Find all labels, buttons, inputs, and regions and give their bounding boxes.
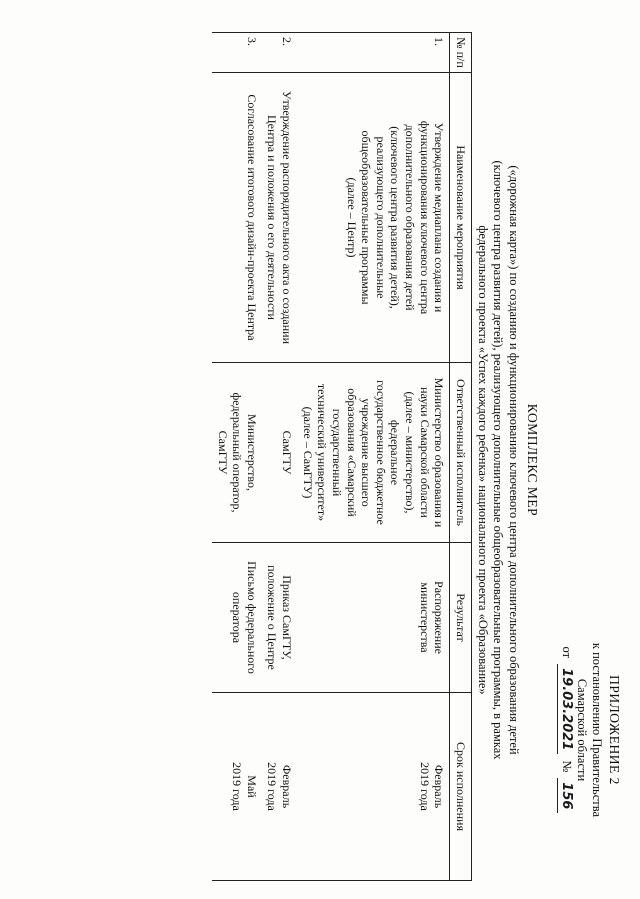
header-responsible: Ответственный исполнитель (450, 363, 472, 543)
row-3-num: 3. (212, 33, 262, 73)
row-2-num: 2. (262, 33, 297, 73)
row-1-name-line: Утверждение медиаплана создания и (432, 122, 447, 313)
row-2-responsible-line: СамГТУ (280, 430, 295, 475)
row-1-responsible-line: технический университет» (315, 383, 330, 522)
row-3-result (212, 543, 262, 693)
row-3-name (212, 73, 262, 363)
row-1-responsible (297, 363, 450, 543)
table-row (297, 33, 450, 881)
row-1-result (297, 543, 450, 693)
header-name: Наименование мероприятия (450, 73, 472, 363)
row-3-result-line: Письмо федерального (244, 561, 259, 674)
row-2-due (262, 693, 297, 881)
row-2-result (262, 543, 297, 693)
row-3-responsible-line: федеральный оператор, (230, 392, 245, 513)
heading-line-3: федерального проекта «Успех каждого ребенка» национального проекта «Образование» (475, 225, 490, 695)
row-1-name-line: дополнительного образования детей (403, 124, 418, 311)
row-2-name-line: Утверждение распорядительного акта о создании (280, 90, 295, 344)
number-prefix: № (559, 760, 574, 773)
handwritten-date: 19.03.2021 (557, 664, 574, 754)
row-1-responsible-line: образования «Самарский (344, 388, 359, 517)
appendix-block (557, 580, 622, 880)
row-2-result-line: положение о Центре (265, 565, 280, 670)
date-prefix: от (559, 646, 574, 659)
row-2-result-line: Приказ СамГТУ, (280, 575, 295, 660)
row-1-responsible-line: науки Самарской области (417, 387, 432, 518)
row-2-responsible (262, 363, 297, 543)
appendix-line-1: к постановлению Правительства (589, 642, 604, 818)
row-1-name-line: общеобразовательные программы (359, 130, 374, 305)
appendix-date-row (557, 580, 574, 880)
heading-line-1: («дорожная карта») по созданию и функционированию ключевого центра дополнительного образования детей (507, 165, 522, 755)
row-1-name-line: реализующего дополнительные (373, 136, 388, 299)
row-3-responsible-line: СамГТУ (215, 430, 230, 475)
row-1-num: 1. (297, 33, 450, 73)
row-1-due-line: Февраль (432, 764, 447, 809)
row-1-result-line: Распоряжение (432, 581, 447, 654)
row-1-name (297, 73, 450, 363)
heading-title: КОМПЛЕКС МЕР (525, 403, 540, 517)
header-due: Срок исполнения (450, 693, 472, 881)
row-1-responsible-line: федеральное (388, 419, 403, 486)
heading-line-2: (ключевого центра развития детей), реализующего дополнительные общеобразовательные программы, в рамках (491, 160, 506, 760)
row-1-responsible-line: учреждение высшего (359, 398, 374, 507)
row-3-due-line: Май (244, 775, 259, 798)
row-1-due-line: 2019 года (417, 762, 432, 811)
row-1-due (297, 693, 450, 881)
row-2-due-line: Февраль (280, 764, 295, 809)
document-heading (474, 160, 540, 760)
row-3-due-line: 2019 года (230, 762, 245, 811)
row-1-responsible-line: государственный (330, 408, 344, 497)
row-1-responsible-line: государственное бюджетное (373, 380, 388, 525)
row-1-name-line: (ключевого центра развития детей), (388, 126, 403, 309)
row-1-name-line: (далее – Центр) (344, 177, 359, 258)
row-2-name-line: Центра и положения о его деятельности (265, 115, 280, 320)
handwritten-number: 156 (557, 778, 574, 813)
appendix-line-2: Самарской области (574, 678, 589, 782)
row-1-responsible-line: (далее – СамГТУ) (300, 406, 315, 499)
header-result: Результат (450, 543, 472, 693)
measures-table (212, 32, 472, 881)
table-row (212, 33, 262, 881)
appendix-title: ПРИЛОЖЕНИЕ 2 (607, 675, 622, 785)
row-3-name-line: Согласование итогового дизайн-проекта Центра (244, 94, 259, 341)
header-num: № п/п (450, 33, 472, 73)
row-3-result-line: оператора (230, 591, 245, 644)
row-1-responsible-line: (далее – министерство), (403, 391, 418, 514)
row-2-name (262, 73, 297, 363)
table-header-row (450, 33, 472, 881)
row-1-result-line: министерства (417, 582, 432, 653)
row-1-responsible-line: Министерство образования и (432, 377, 447, 528)
row-1-name-line: функционирования ключевого центра (417, 120, 432, 315)
row-3-responsible (212, 363, 262, 543)
table-row (262, 33, 297, 881)
row-3-due (212, 693, 262, 881)
row-3-responsible-line: Министерство, (244, 414, 259, 491)
row-2-due-line: 2019 года (265, 762, 280, 811)
